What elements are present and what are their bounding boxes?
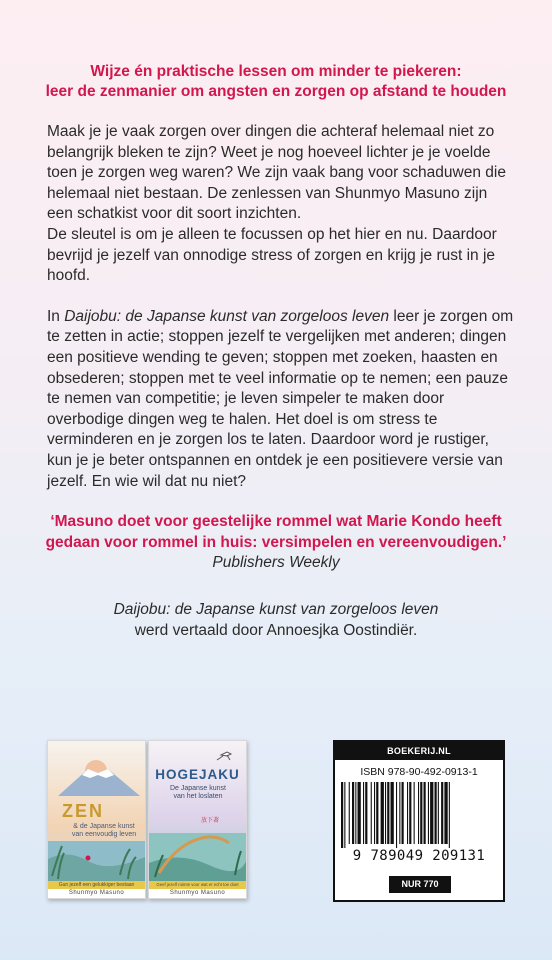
zen-book-tagline: Gun jezelf een gelukkiger bestaan <box>58 882 135 888</box>
zen-book-title: ZEN <box>62 801 104 821</box>
barcode-bar <box>407 782 408 844</box>
barcode-bar <box>418 782 419 844</box>
blurb-paragraph-3 <box>47 307 517 492</box>
headline <box>40 62 512 102</box>
barcode-bar <box>376 782 378 844</box>
barcode-bar <box>387 782 389 844</box>
blurb-paragraph-1: Maak je je vaak zorgen over dingen die achteraf helemaal niet zo belangrijk bleken te zijn? Weet je nog hoeveel lichter je je voelde toen je zorgen weg waren? We zijn vaak bang voor schaduwen die helemaal niet bestaan. De zenlessen van Shunmyo Masuno zijn een schatkist voor dit soort inzichten. <box>47 123 506 223</box>
barcode-bar <box>385 782 386 844</box>
hogejaku-book-title: HOGEJAKU <box>155 767 240 782</box>
blurb-paragraph-2: De sleutel is om je alleen te focussen op het hier en nu. Daardoor bevrijd je jezelf van onnodige stress of zorgen en krijg je rust in je hoofd. <box>47 225 497 285</box>
publisher-website: BOEKERIJ.NL <box>335 742 503 760</box>
headline-line-1: Wijze én praktische lessen om minder te piekeren: <box>90 63 462 80</box>
barcode-bar <box>341 782 343 848</box>
barcode-bar <box>396 782 397 848</box>
barcode-bar <box>399 782 400 844</box>
barcode-bar <box>352 782 354 844</box>
barcode-bar <box>349 782 350 844</box>
hogejaku-book-author: Shunmyo Masuno <box>169 890 226 896</box>
ean-number: 9 789049 209131 <box>352 848 486 864</box>
barcode-bar <box>402 782 404 844</box>
hogejaku-book-kanji: 放下著 <box>200 818 219 824</box>
barcode-bar <box>435 782 437 844</box>
zen-book-author: Shunmyo Masuno <box>68 890 125 896</box>
barcode-bar <box>409 782 411 844</box>
zen-book-subtitle: & de Japanse kunst van eenvoudig leven <box>71 823 137 838</box>
barcode-bar <box>355 782 356 844</box>
barcode-bar <box>428 782 429 844</box>
barcode-bar <box>344 782 345 848</box>
barcode-bar <box>363 782 364 844</box>
barcode-bar <box>358 782 361 844</box>
credit-translator: werd vertaald door Annoesjka Oostindiër. <box>134 621 418 639</box>
barcode-bar <box>424 782 426 844</box>
quote-source: Publishers Weekly <box>212 554 340 571</box>
book-title-inline: Daijobu: de Japanse kunst van zorgeloos leven <box>64 307 390 325</box>
barcode-bar <box>438 782 439 844</box>
barcode-bar <box>441 782 443 844</box>
translation-credit <box>40 600 512 641</box>
barcode-bar <box>420 782 422 844</box>
blurb <box>47 122 517 492</box>
barcode-bar <box>374 782 375 844</box>
barcode-bar <box>371 782 372 844</box>
barcode-bar <box>430 782 433 844</box>
credit-book-title: Daijobu: de Japanse kunst van zorgeloos leven <box>113 601 439 618</box>
isbn-label: ISBN 978-90-492-0913-1 <box>360 766 478 778</box>
headline-line-2: leer de zenmanier om angsten en zorgen op afstand te houden <box>45 83 507 100</box>
hogejaku-book-subtitle: De Japanse kunst van het loslaten <box>169 785 227 800</box>
barcode-bar <box>381 782 384 844</box>
hogejaku-book-tagline: Geef jezelf ruimte voor wat er echt toe doet <box>156 882 239 887</box>
book-cover-hogejaku <box>148 740 247 899</box>
book-cover-zen <box>47 740 146 899</box>
blurb-paragraph-3-prefix: In <box>47 307 65 325</box>
barcode-block <box>333 740 505 902</box>
blurb-paragraph-3-rest: leer je zorgen om te zetten in actie; stoppen jezelf te vergelijken met anderen; dingen een positieve wending te geven; stoppen met zoeken, haasten en obsederen; stoppen met te veel informatie op te nemen; een pauze te nemen van competitie; je leven simpeler te maken door overbodige dingen weg te halen. Het doel is om stress te verminderen en je zorgen los te laten. Daardoor word je rustiger, kun je je beter ontspannen en ontdek je een positievere versie van jezelf. En wie wil dat nu niet? <box>47 307 514 490</box>
barcode-bar <box>414 782 415 844</box>
barcode-bar <box>391 782 394 844</box>
barcode-bar <box>449 782 450 848</box>
review-quote <box>40 512 512 574</box>
nur-code: NUR 770 <box>389 876 451 893</box>
quote-text: ‘Masuno doet voor geestelijke rommel wat Marie Kondo heeft gedaan voor rommel in huis: versimpelen en vereenvoudigen.’ <box>45 513 507 551</box>
barcode-bar <box>444 782 447 844</box>
barcode-bars <box>339 782 499 848</box>
barcode-bar <box>365 782 367 844</box>
